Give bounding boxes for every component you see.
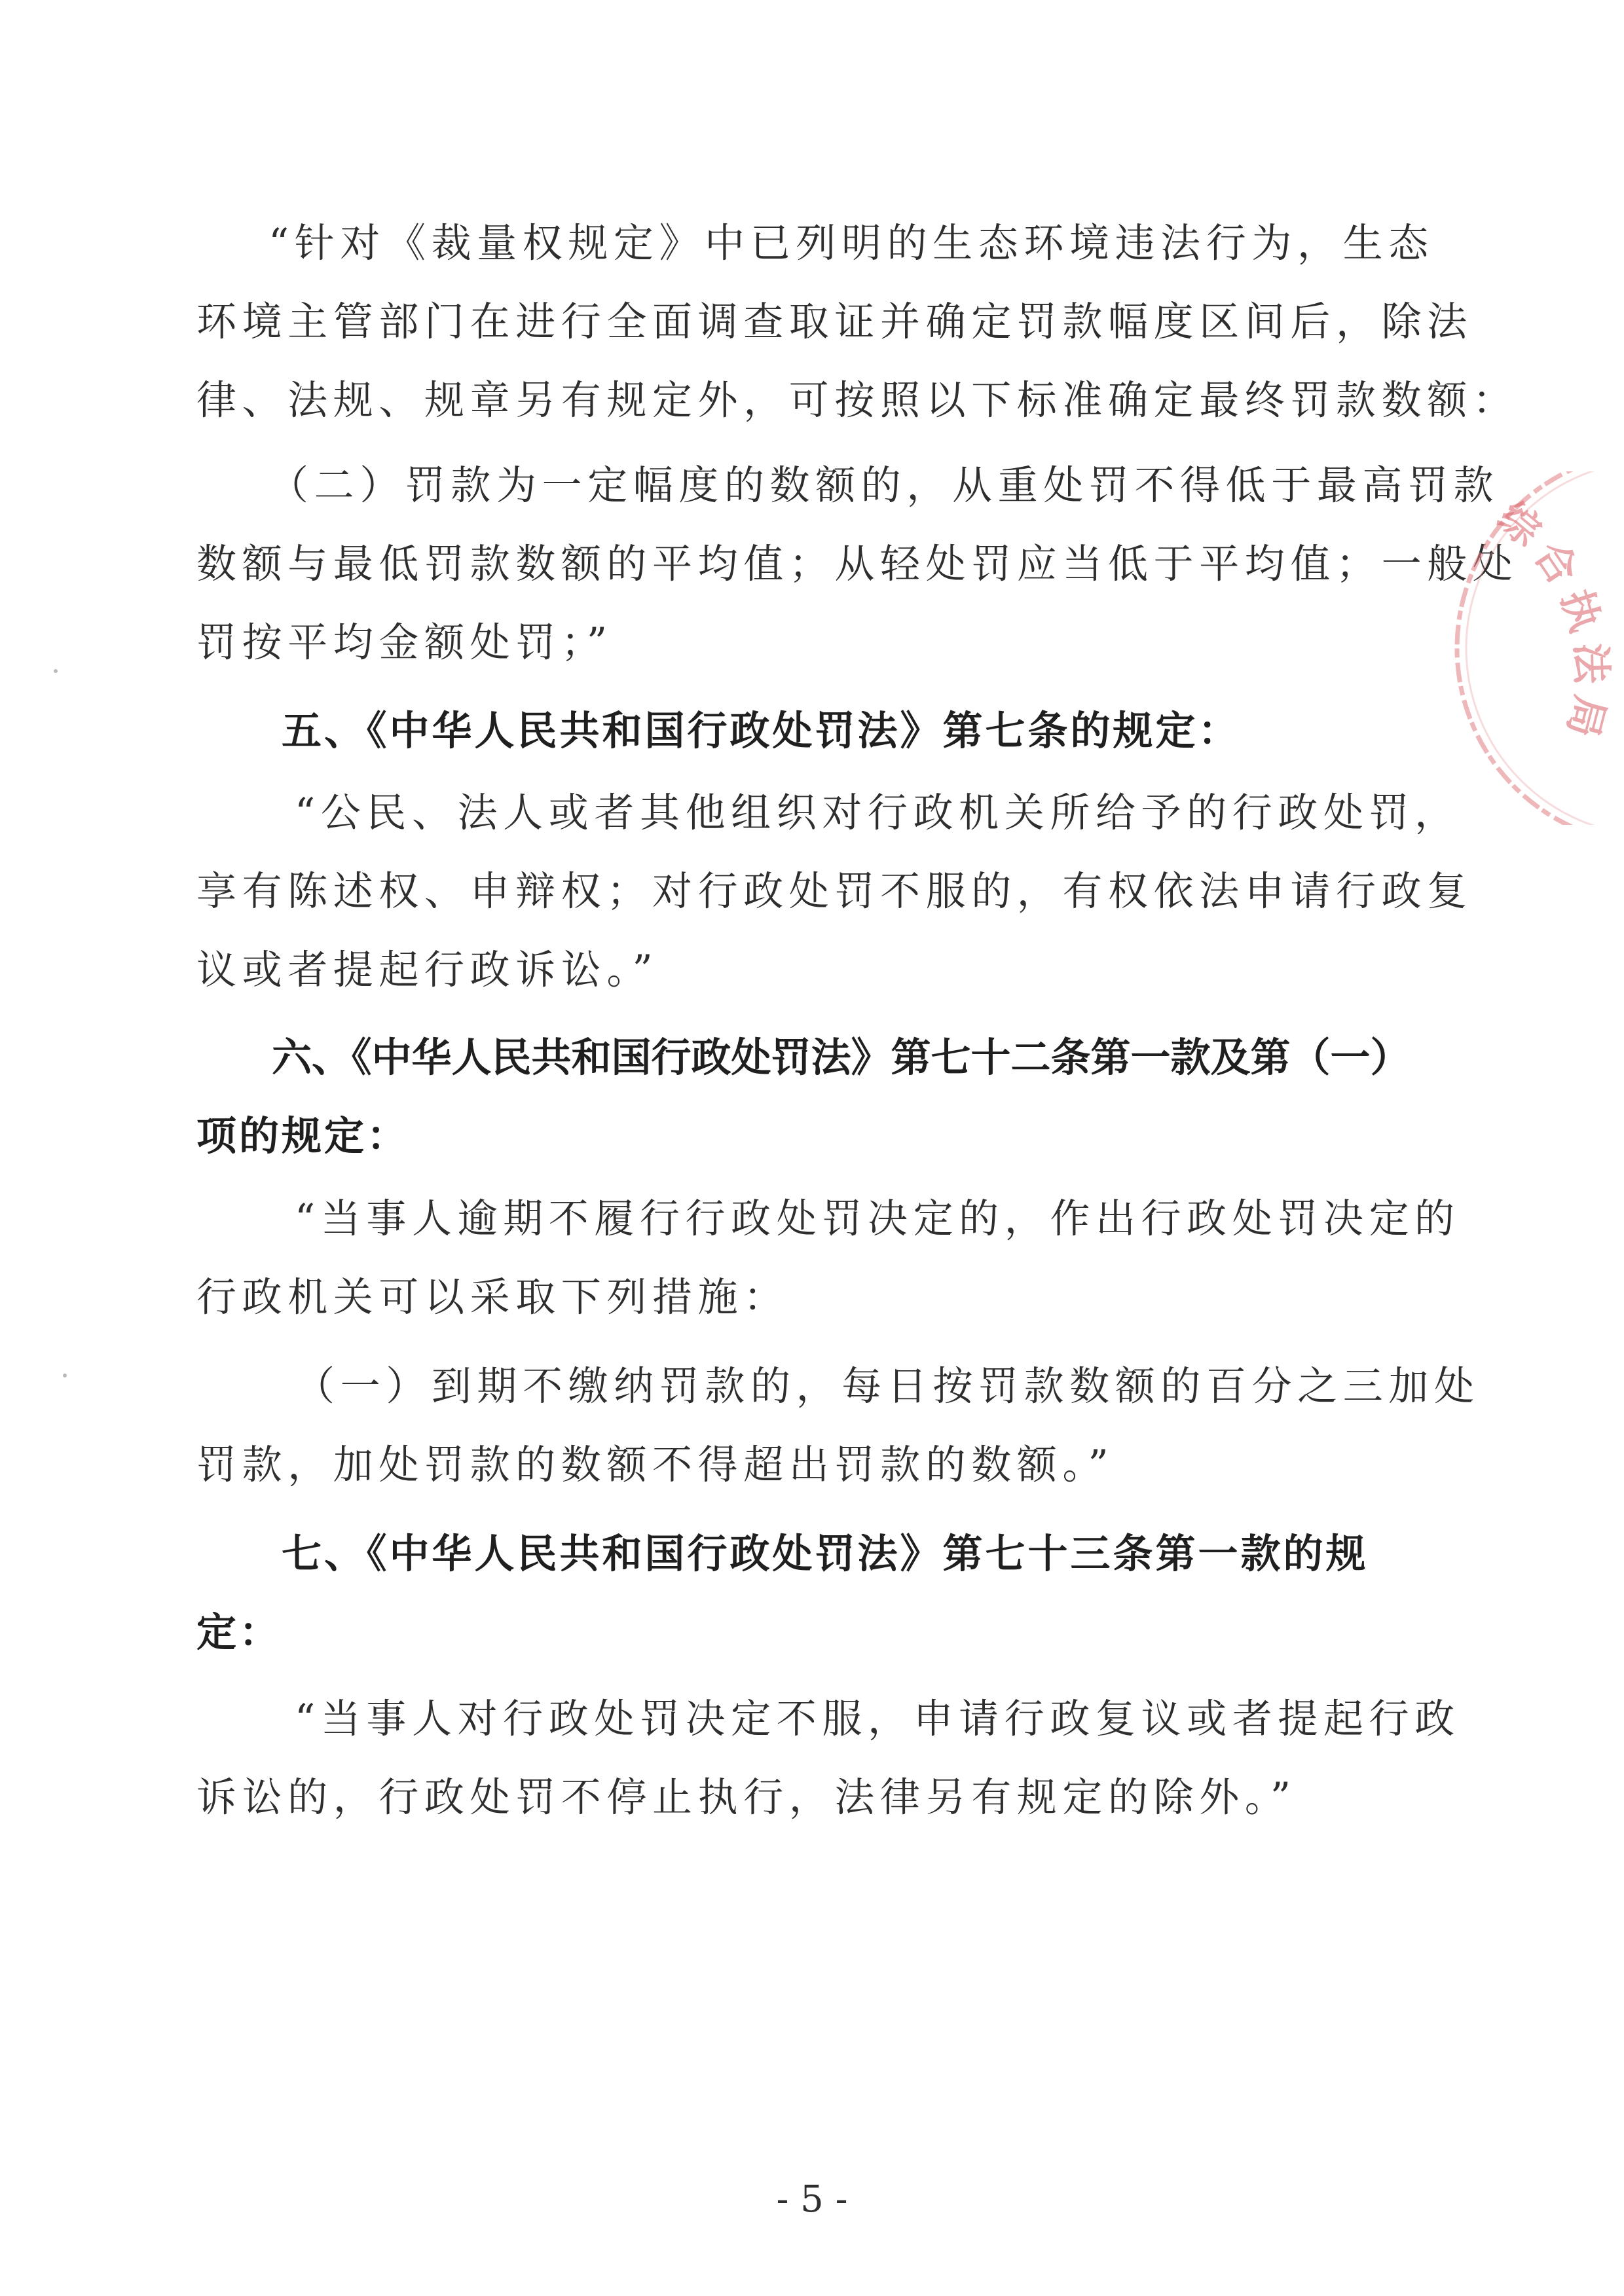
official-seal: [1437, 471, 1624, 825]
body-line: 环境主管部门在进行全面调查取证并确定罚款幅度区间后，除法: [196, 299, 1473, 345]
body-line: （二）罚款为一定幅度的数额的，从重处罚不得低于最高罚款: [268, 462, 1500, 509]
body-line: 罚按平均金额处罚；”: [196, 619, 613, 666]
body-line: 享有陈述权、申辩权；对行政处罚不服的，有权依法申请行政复: [196, 868, 1473, 915]
body-line: “针对《裁量权规定》中已列明的生态环境违法行为，生态: [268, 220, 1434, 266]
section-heading: 项的规定：: [196, 1113, 410, 1159]
scan-speck: [54, 669, 58, 673]
body-line: “公民、法人或者其他组织对行政机关所给予的行政处罚，: [295, 790, 1460, 836]
section-heading: 五、《中华人民共和国行政处罚法》第七条的规定：: [282, 708, 1241, 754]
section-heading: 六、《中华人民共和国行政处罚法》第七十二条第一款及第（一）: [272, 1034, 1411, 1081]
svg-text:综合执法局: [1488, 493, 1615, 752]
section-heading: 七、《中华人民共和国行政处罚法》第七十三条第一款的规: [282, 1531, 1369, 1577]
page-number: - 5 -: [776, 2178, 848, 2221]
body-line: 律、法规、规章另有规定外，可按照以下标准确定最终罚款数额：: [196, 377, 1519, 424]
seal-text: 综合执法局: [1488, 492, 1616, 752]
seal-icon: [1437, 471, 1624, 825]
body-line: 议或者提起行政诉讼。”: [196, 947, 659, 993]
body-line: “当事人对行政处罚决定不服，申请行政复议或者提起行政: [295, 1696, 1460, 1742]
body-line: 诉讼的，行政处罚不停止执行，法律另有规定的除外。”: [196, 1774, 1297, 1821]
body-line: “当事人逾期不履行行政处罚决定的，作出行政处罚决定的: [295, 1195, 1460, 1242]
body-line: （一）到期不缴纳罚款的，每日按罚款数额的百分之三加处: [295, 1363, 1480, 1410]
body-line: 行政机关可以采取下列措施：: [196, 1274, 789, 1321]
body-line: 数额与最低罚款数额的平均值；从轻处罚应当低于平均值；一般处: [196, 541, 1519, 587]
scan-speck: [63, 1374, 67, 1377]
body-line: 罚款，加处罚款的数额不得超出罚款的数额。”: [196, 1442, 1115, 1488]
section-heading: 定：: [196, 1609, 282, 1656]
